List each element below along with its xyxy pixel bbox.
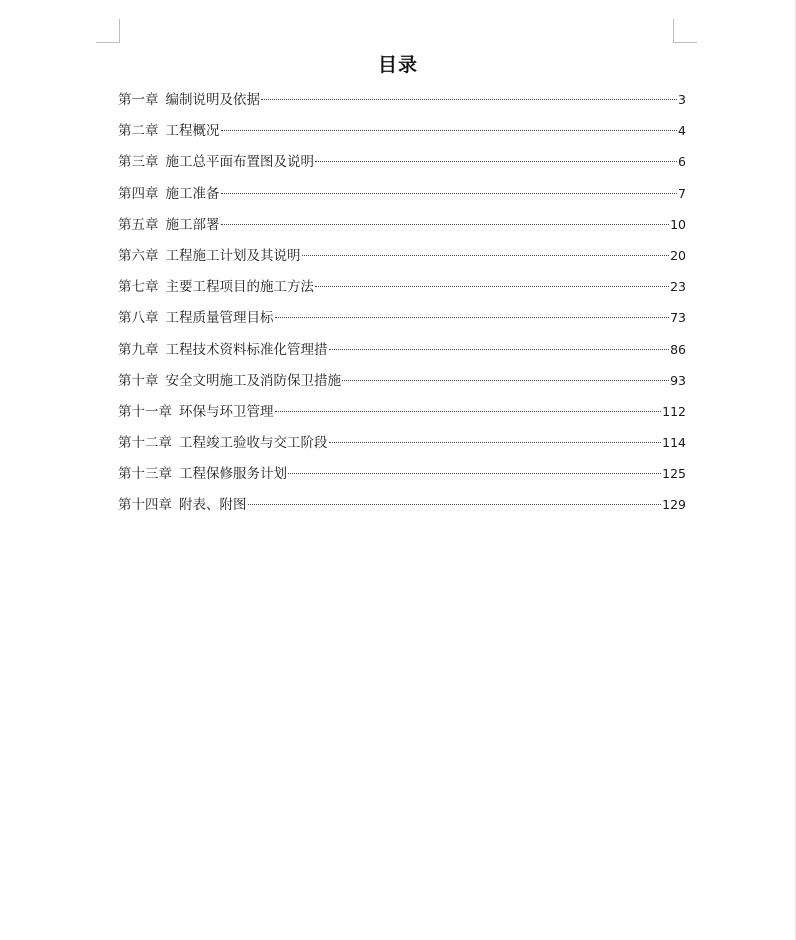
toc-chapter-number: 第十一章: [118, 403, 172, 420]
toc-entry[interactable]: [118, 243, 686, 274]
toc-chapter-title: 工程技术资料标准化管理措: [165, 341, 328, 358]
toc-dot-leader: [315, 161, 677, 162]
toc-chapter-number: 第二章: [118, 123, 159, 140]
toc-page-number: 6: [678, 154, 686, 170]
toc-chapter-title: 施工准备: [165, 185, 220, 202]
toc-dot-leader: [221, 130, 678, 131]
toc-page-number: 4: [678, 123, 686, 139]
toc-page-number: 93: [670, 372, 686, 388]
toc-chapter-title: 工程质量管理目标: [165, 310, 274, 327]
toc-title: 目录: [377, 54, 418, 76]
toc-page-number: 73: [670, 310, 686, 326]
toc-chapter-title: 工程竣工验收与交工阶段: [179, 435, 328, 452]
top-right-margin-mark: [673, 19, 697, 43]
toc-chapter-title: 附表、附图: [179, 497, 247, 514]
toc-entry[interactable]: [118, 305, 686, 336]
toc-chapter-title: 工程概况: [165, 123, 220, 140]
toc-chapter-title: 安全文明施工及消防保卫措施: [165, 372, 341, 389]
toc-page-number: 20: [670, 247, 686, 263]
toc-page-number: 125: [662, 466, 686, 482]
toc-page-number: 112: [662, 403, 686, 419]
toc-entry[interactable]: [118, 212, 686, 243]
toc-page-number: 114: [662, 435, 686, 451]
toc-page-number: 129: [662, 497, 686, 513]
toc-chapter-title: 编制说明及依据: [165, 92, 260, 108]
toc-entry[interactable]: [118, 274, 686, 305]
toc-entry[interactable]: [118, 181, 686, 212]
toc-dot-leader: [221, 224, 670, 225]
toc-chapter-number: 第一章: [118, 92, 159, 108]
toc-chapter-title: 环保与环卫管理: [179, 403, 274, 420]
toc-dot-leader: [315, 286, 669, 287]
toc-page-number: 23: [670, 279, 686, 295]
toc-list: [118, 87, 686, 524]
toc-chapter-number: 第六章: [118, 247, 159, 264]
toc-dot-leader: [302, 255, 670, 256]
toc-chapter-title: 施工总平面布置图及说明: [165, 154, 314, 171]
toc-entry[interactable]: [118, 118, 686, 149]
toc-dot-leader: [329, 349, 670, 350]
toc-dot-leader: [221, 193, 678, 194]
toc-entry[interactable]: [118, 461, 686, 492]
toc-page-number: 7: [678, 185, 686, 201]
toc-entry[interactable]: [118, 492, 686, 523]
toc-chapter-number: 第十四章: [118, 497, 172, 514]
toc-page-number: 86: [670, 341, 686, 357]
toc-chapter-number: 第七章: [118, 279, 159, 296]
toc-chapter-number: 第五章: [118, 216, 159, 233]
toc-chapter-title: 施工部署: [165, 216, 220, 233]
toc-chapter-number: 第四章: [118, 185, 159, 202]
toc-page-number: 3: [678, 92, 686, 107]
toc-chapter-number: 第三章: [118, 154, 159, 171]
toc-entry[interactable]: [118, 368, 686, 399]
toc-chapter-title: 工程施工计划及其说明: [165, 247, 301, 264]
toc-dot-leader: [288, 473, 661, 474]
top-left-margin-mark: [96, 19, 120, 43]
toc-entry[interactable]: [118, 87, 686, 118]
toc-chapter-number: 第十二章: [118, 435, 172, 452]
toc-chapter-title: 主要工程项目的施工方法: [165, 279, 314, 296]
toc-dot-leader: [342, 380, 669, 381]
toc-chapter-title: 工程保修服务计划: [179, 466, 287, 483]
toc-chapter-number: 第九章: [118, 341, 159, 358]
toc-dot-leader: [275, 411, 662, 412]
toc-entry[interactable]: [118, 337, 686, 368]
toc-dot-leader: [261, 99, 677, 100]
toc-dot-leader: [329, 442, 662, 443]
toc-page-number: 10: [670, 216, 686, 232]
toc-entry[interactable]: [118, 399, 686, 430]
toc-dot-leader: [275, 317, 670, 318]
toc-chapter-number: 第十三章: [118, 466, 172, 483]
toc-chapter-number: 第八章: [118, 310, 159, 327]
toc-entry[interactable]: [118, 430, 686, 461]
toc-entry[interactable]: [118, 149, 686, 180]
toc-chapter-number: 第十章: [118, 372, 159, 389]
toc-dot-leader: [248, 504, 662, 505]
